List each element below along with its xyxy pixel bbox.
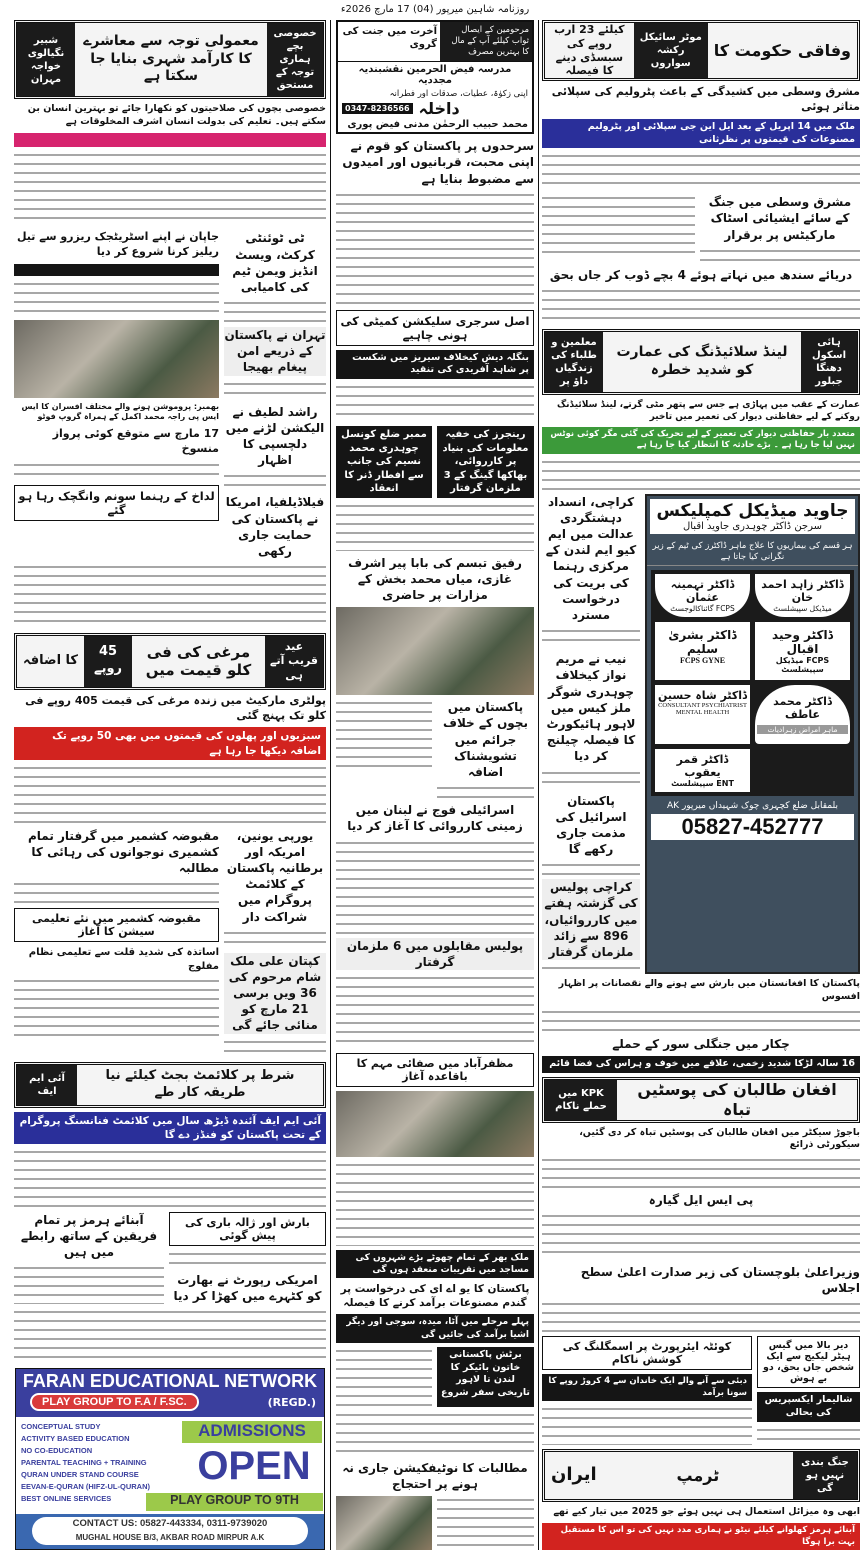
body-text xyxy=(336,839,534,934)
banner-side: ہائی اسکول دھنگا جبلور xyxy=(801,332,857,392)
headline-tehran: تہران نے پاکستان کے ذریعے امن پیغام بھیجا xyxy=(224,328,326,375)
headline-box-surgery: اصل سرجری سلیکشن کمیٹی کی ہونی چاہیے xyxy=(336,310,534,346)
doctor-name: ڈاکٹر شاہ حسین xyxy=(658,688,747,702)
headline-lebanon: اسرائیلی فوج نے لبنان میں زمینی کارروائی کا آغاز کر دیا xyxy=(347,803,523,834)
ad-regd: (REGD.) xyxy=(267,1396,316,1409)
doctor-card xyxy=(755,622,850,680)
body-text xyxy=(14,151,326,227)
ad-patron: سرجن ڈاکٹر چوہدری جاوید اقبال xyxy=(682,520,823,532)
ad-appeal: اپنی زکوٰۃ، عطیات، صدقات اور فطرانہ xyxy=(389,89,528,100)
iran-banner xyxy=(542,1449,860,1502)
body-text xyxy=(437,784,534,798)
highlight-bar: آبنائے ہرمز کھلوانے کیلئے نیٹو نے ہماری مدد نہیں کی تو اس کا مستقبل بہت برا ہوگا xyxy=(542,1523,860,1550)
headline-box-ladakh: لداخ کے رہنما سونم وانگچک رہا ہو گئے xyxy=(14,485,219,521)
body-text xyxy=(14,764,326,824)
headline-eu: یورپی یونین، امریکہ اور برطانیہ پاکستان کے کلائمٹ پروگرام میں شراکت دار xyxy=(226,828,324,924)
body-text xyxy=(14,461,219,481)
headline-biker: برٹش پاکستانی خاتون بائیکر کا لندن تا لاہور تاریخی سفر شروع xyxy=(437,1347,534,1407)
doctor-specialty: FCPS گائناکالوجسٹ xyxy=(670,603,735,613)
ad-sub: مرحومین کے ایصال ثواب کیلئے آپ کے مال کا بہترین مصرف xyxy=(440,22,532,61)
banner-side: آئی ایم ایف xyxy=(17,1065,77,1105)
headline-us-report: امریکی رپورٹ نے بھارت کو کٹہرے میں کھڑا کر دیا xyxy=(173,1272,322,1303)
highlight-bar: 16 سالہ لڑکا شدید زخمی، علاقے میں خوف و ہراس کی فضا قائم xyxy=(542,1056,860,1073)
highlight-bar: دبئی سے آنے والے ایک خاندان سے 4 کروڑ روپے کا سونا برآمد xyxy=(542,1374,752,1401)
highlight-bar: آئی ایم ایف آئندہ ڈیڑھ سال میں کلائمٹ فنانسنگ پروگرام کے تحت پاکستان کو فنڈز دے گا xyxy=(14,1112,326,1144)
banner-side: معلمین و طلباء کی زندگیاں داؤ پر xyxy=(545,332,603,392)
cleanup-photo xyxy=(336,1091,534,1157)
feature-item: NO CO-EDUCATION xyxy=(21,1446,93,1455)
headline-kashmir: مقبوضہ کشمیر میں گرفتار تمام کشمیری نوجوانوں کی رہائی کا مطالبہ xyxy=(27,828,219,875)
doctor-grid xyxy=(651,570,854,796)
madrassa-name: مدرسہ فیض الحرمین نقشبندیہ مجددیہ xyxy=(358,64,512,87)
madrassa-ad xyxy=(336,20,534,134)
left-kashmir-row xyxy=(14,828,326,1058)
news-bar xyxy=(14,264,219,276)
banner-headline: وفاقی حکومت کا xyxy=(713,40,851,60)
headline-uae: پاکستان کا یو اے ای کی درخواست پر گندم مصنوعات برآمد کرنے کا فیصلہ xyxy=(340,1283,530,1310)
column-divider xyxy=(538,20,539,1550)
body-text xyxy=(336,502,534,551)
body-text xyxy=(14,1308,326,1364)
center-protest-row xyxy=(336,1496,534,1550)
banner-box: موٹر سائیکل رکشہ سواروں xyxy=(634,23,708,78)
headline-nab: نیب نے مریم نواز کیخلاف چوہدری شوگر ملز کیس میں لاہور ہائیکورٹ کا فیصلہ چیلنج کر دیا xyxy=(546,652,636,764)
ad-title: FARAN EDUCATIONAL NETWORK xyxy=(22,1371,318,1391)
right-ad-row xyxy=(542,494,860,975)
body-text xyxy=(437,1496,534,1550)
body-text xyxy=(542,1212,860,1260)
left-column xyxy=(14,20,326,1550)
special-children-banner xyxy=(14,20,326,99)
body-text xyxy=(224,299,326,323)
body-text xyxy=(224,1038,326,1058)
feature-item: EEVAN-E-QURAN (HIFZ-UL-QURAN) xyxy=(21,1482,151,1491)
highlight-bar: ملک میں 14 اپریل کے بعد ایل این جی سپلائی اور پٹرولیم مصنوعات کی قیمتوں پر نظرثانی xyxy=(542,119,860,149)
ad-tagline: آخرت میں جنت کی گروی xyxy=(342,26,437,50)
headline-flights: 17 مارچ سے متوقع کوئی پرواز منسوخ xyxy=(52,426,219,455)
banner-amount: کیلئے 23 ارب روپے کی سبسڈی دینے کا فیصلہ xyxy=(554,23,625,78)
center-children-row xyxy=(336,699,534,798)
doctor-name: ڈاکٹر محمد عاطف xyxy=(773,694,832,721)
subheadline: ابھی وہ میزائل استعمال ہی نہیں ہوئے جو 2025 میں تیار کیے تھے xyxy=(553,1506,860,1518)
column-divider xyxy=(330,20,331,1550)
subheadline: اساتذہ کی شدید قلت سے تعلیمی نظام مفلوج xyxy=(28,947,219,972)
masthead-date: روزنامہ شاہین میرپور (04) 17 مارچ 2026ء xyxy=(340,4,530,15)
ad-header xyxy=(16,1369,324,1417)
body-text xyxy=(542,1405,752,1445)
right-column xyxy=(542,20,860,1550)
doctor-name: ڈاکٹر قمر یعقوب xyxy=(676,752,729,779)
doctor-specialty: FCPS GYNE xyxy=(679,655,726,665)
headline-pak-afghan: پاکستان کا افغانستان میں بارش سے ہونے والے نقصانات پر اظہار افسوس xyxy=(558,978,860,1003)
ad-header xyxy=(650,499,855,534)
ad-phone: 0347-8236566 xyxy=(342,103,413,114)
right-stocks-row xyxy=(542,194,860,263)
faran-education-ad xyxy=(15,1368,325,1550)
body-text xyxy=(336,699,432,769)
subsidy-banner xyxy=(542,20,860,81)
headline-shalimar: شالیمار ایکسپریس کی بحالی xyxy=(757,1392,860,1422)
body-text xyxy=(336,1411,534,1456)
feature-item: BEST ONLINE SERVICES xyxy=(21,1494,112,1503)
body-text xyxy=(14,880,219,904)
body-text xyxy=(224,472,326,490)
doctor-name: ڈاکٹر زاہد احمد خان xyxy=(761,577,844,604)
headline-balochistan: وزیراعلیٰ بلوچستان کی زیر صدارت اعلیٰ سطح اجلاس xyxy=(580,1265,860,1296)
banner-side: عید قریب آتے ہی xyxy=(265,636,323,687)
headline-t20: ٹی ٹوئنٹی کرکٹ، ویسٹ انڈیز ویمن ٹیم کی کامیابی xyxy=(232,231,318,294)
body-text xyxy=(224,929,326,949)
left-bottom-row xyxy=(14,1212,326,1305)
body-text xyxy=(542,861,640,875)
protest-photo xyxy=(336,1496,432,1550)
headline-shrine: رفیق تبسم کی بابا پیر اشرف غازی، میاں محمد بخش کے مزارات پر حاضری xyxy=(348,555,522,603)
doctor-specialty: FCPS میڈیکل سپیشلسٹ xyxy=(775,655,830,674)
ad-admission: داخلہ xyxy=(418,99,460,119)
headline-philadelphia: فیلاڈیلفیا، امریکا نے پاکستان کی حمایت جاری رکھی xyxy=(225,495,325,558)
ad-address: بلمقابل ضلع کچہری چوک شہیداں میرپور AK xyxy=(667,800,838,811)
banner-headline: مرغی کی فی کلو قیمت میں xyxy=(145,642,252,680)
left-news-row xyxy=(14,230,326,559)
body-text xyxy=(542,627,640,647)
body-text xyxy=(336,974,534,1049)
body-text xyxy=(542,458,860,490)
headline-karachi-court: کراچی، انسداد دہشتگردی عدالت میں ایم کیو ایم لندن کے مرکزی رہنما کی بریت کی درخواست مسترد xyxy=(545,494,637,623)
headline-boar: چکار میں جنگلی سور کے حملے xyxy=(612,1036,790,1051)
ad-admissions: ADMISSIONS xyxy=(182,1421,322,1443)
doctor-specialty: میڈیکل سپیشلسٹ xyxy=(773,603,832,613)
subheadline: باجوڑ سیکٹر میں افغان طالبان کی پوسٹیں تباہ کر دی گئیں، سیکورٹی ذرائع xyxy=(579,1126,860,1151)
ad-title: جاوید میڈیکل کمپلیکس xyxy=(656,500,849,521)
doctor-specialty: CONSULTANT PSYCHIATRIST MENTAL HEALTH xyxy=(658,701,747,716)
body-text xyxy=(336,1347,432,1407)
headline-iftar: ممبر ضلع کونسل چوہدری محمد نسیم کی جانب سے افطار ڈنر کا انعقاد xyxy=(336,426,432,498)
feature-item: PARENTAL TEACHING + TRAINING xyxy=(21,1458,147,1467)
landslide-banner xyxy=(542,329,860,395)
doctor-card xyxy=(655,574,750,617)
highlight-bar: متعدد بار حفاظتی دیوار کی تعمیر کے لیے تحریک کی گئی مگر کوئی نوٹس نہیں لیا جا رہا ہے ۔ بڑے حادثہ کا انتظار کیا جا رہا ہے xyxy=(542,427,860,454)
doctor-card xyxy=(755,574,850,617)
body-text xyxy=(757,1426,860,1440)
body-text xyxy=(14,977,219,1037)
doctor-card xyxy=(655,749,750,792)
banner-end: ایران xyxy=(551,1464,597,1486)
headline-border: سرحدوں پر پاکستان کو قوم نے اپنی محبت، قربانیوں اور امیدوں سے مضبوط بنایا ہے xyxy=(342,139,534,186)
right-quetta-row xyxy=(542,1336,860,1445)
subheadline: پولٹری مارکیٹ میں زندہ مرغی کی قیمت 405 روپے فی کلو تک پہنچ گئی xyxy=(25,693,326,722)
highlight-bar: سبزیوں اور پھلوں کی قیمتوں میں بھی 50 روپے تک اضافہ دیکھا جا رہا ہے xyxy=(14,727,326,759)
center-column xyxy=(336,20,534,1550)
headline-notification: مطالبات کا نوٹیفکیشن جاری نہ ہونے پر احتجاج xyxy=(342,1460,528,1491)
body-text xyxy=(542,769,640,789)
body-text xyxy=(542,1156,860,1188)
doctor-card xyxy=(655,622,750,680)
afghan-banner xyxy=(542,1077,860,1123)
banner-side: جنگ بندی نہیں ہو گی xyxy=(793,1452,857,1499)
banner-side: KPK میں حملے ناکام xyxy=(545,1080,617,1120)
ad-open: OPEN xyxy=(197,1444,311,1488)
ad-address: MUGHAL HOUSE B/3, AKBAR ROAD MIRPUR A.K xyxy=(75,1533,265,1542)
body-text xyxy=(542,1300,860,1332)
ad-footer: محمد حبیب الرحمٰن مدنی فیض پوری xyxy=(347,119,528,131)
banner-headline: شرط پر کلائمٹ بجٹ کیلئے نیا طریقہ کار طے xyxy=(105,1068,295,1100)
ad-grades: PLAY GROUP TO 9TH xyxy=(146,1493,323,1511)
headline-river: دریائے سندھ میں نہاتے ہوئے 4 بچے ڈوب کر جاں بحق xyxy=(549,267,853,282)
body-text xyxy=(224,380,326,400)
price-increase-amount: 45 روپے xyxy=(84,636,132,687)
body-text xyxy=(14,1148,326,1208)
ad-pill: PLAY GROUP TO F.A / F.SC. xyxy=(30,1393,199,1411)
headline-rangers: رینجرز کی خفیہ معلومات کی بنیاد پر کارروائی، بھاکھا گینگ کے 3 ملزمان گرفتار xyxy=(437,426,534,498)
shrine-photo xyxy=(336,607,534,695)
doctor-name: ڈاکٹر وحید اقبال xyxy=(772,627,833,656)
ad-tagline: ہر قسم کی بیماریوں کا علاج ماہر ڈاکٹرز کی ٹیم کے زیر نگرانی کیا جاتا ہے xyxy=(647,537,858,566)
ad-contact-band xyxy=(16,1514,324,1549)
banner-headline: ٹرمپ xyxy=(676,1465,720,1485)
feature-item: CONCEPTUAL STUDY xyxy=(21,1422,101,1431)
banner-side: خصوصی بچے ہماری توجہ کے مستحق xyxy=(267,23,323,96)
imf-banner xyxy=(14,1062,326,1108)
center-biker-row xyxy=(336,1347,534,1407)
doctor-specialty: ماہر امراض زہرادیات xyxy=(757,725,848,734)
body-text xyxy=(542,287,860,325)
headline-box-rain: بارش اور ژالہ باری کی پیش گوئی xyxy=(169,1212,326,1246)
banner-end: کا اضافہ xyxy=(23,653,78,669)
body-text xyxy=(336,191,534,306)
body-text xyxy=(542,1008,860,1032)
doctor-card xyxy=(755,685,850,744)
banner-headline: معمولی توجہ سے معاشرے کا کارآمد شہری بنایا جا سکتا ہے xyxy=(83,33,259,85)
highlight-bar: پہلے مرحلے میں آٹا، میدہ، سوجی اور دیگر اشیا برآمد کی جائیں گی xyxy=(336,1314,534,1342)
headline-box-gas: دیر بالا میں گیس ہیٹر لیکیج سے ایک شخص جاں بحق، دو بے ہوش xyxy=(757,1336,860,1388)
subheadline: عمارت کے عقب میں پہاڑی ہے جس سے پتھر مٹی گرتے، لینڈ سلائیڈنگ روکنے کے لیے حفاظتی دیوار کی تعمیر میں تاخیر xyxy=(556,399,860,422)
headline-psl: پی ایس ایل گیارہ xyxy=(648,1193,754,1208)
group-photo xyxy=(14,320,219,398)
headline-israel: پاکستان اسرائیل کی مذمت جاری رکھے گا xyxy=(555,793,627,857)
body-text xyxy=(542,194,695,254)
highlight-bar xyxy=(14,133,326,147)
ad-contact: CONTACT US: 05827-443334, 0311-9739020 xyxy=(72,1518,268,1529)
highlight-bar: بنگلہ دیش کیخلاف سیریز میں شکست پر شاہد آفریدی کی تنقید xyxy=(336,350,534,380)
doctor-name: ڈاکٹر بشریٰ سلیم xyxy=(668,627,737,656)
body-text xyxy=(336,383,534,422)
doctor-specialty: ENT سپیشلسٹ xyxy=(671,778,734,788)
center-iftar-row xyxy=(336,426,534,498)
headline-box-session: مقبوضہ کشمیر میں نئے تعلیمی سیشن کا آغاز xyxy=(14,908,219,942)
body-text xyxy=(542,964,640,974)
body-text xyxy=(14,1264,164,1304)
headline-children: پاکستان میں بچوں کے خلاف جرائم میں تشویشناک اضافہ xyxy=(443,700,528,779)
headline-japan: جاپان نے اپنے اسٹریٹجک ریزرو سے تیل ریلیز کرنا شروع کر دیا xyxy=(16,230,219,259)
javed-medical-ad xyxy=(645,494,860,975)
body-text xyxy=(336,1161,534,1246)
headline-box-muzaffarabad: مظفرآباد میں صفائی مہم کا باقاعدہ آغاز xyxy=(336,1053,534,1087)
feature-item: ACTIVITY BASED EDUCATION xyxy=(21,1434,130,1443)
banner-headline: لینڈ سلائیڈنگ کی عمارت کو شدید خطرہ xyxy=(616,344,788,378)
banner-byline: شبیر نگیالوی خواجہ مہران xyxy=(17,23,75,96)
body-text xyxy=(700,247,860,263)
headline-box-quetta: کوئٹہ ایئرپورٹ پر اسمگلنگ کی کوشش ناکام xyxy=(542,1336,752,1370)
feature-item: QURAN UNDER STAND COURSE xyxy=(21,1470,139,1479)
headline-police: پولیس مقابلوں میں 6 ملزمان گرفتار xyxy=(336,938,534,970)
subheadline: خصوصی بچوں کی صلاحیتوں کو نکھارا جائے تو بہترین انسان بن سکتے ہیں۔ تعلیم کی بدولت انسان اشرف المخلوقات ہے xyxy=(27,103,326,127)
headline-hormuz: آبنائے ہرمز پر تمام فریقین کے ساتھ رابطے میں ہیں xyxy=(20,1212,158,1260)
doctor-card xyxy=(655,685,750,744)
body-text xyxy=(14,280,219,316)
body-text xyxy=(14,563,326,629)
photo-caption: بھمبر: پروموشن ہونے والے مختلف افسران کا ایس ایس پی راجہ محمد اکمل کے ہمراہ گروپ فوٹو xyxy=(21,402,219,422)
ad-phone: 05827-452777 xyxy=(651,814,854,840)
banner-headline: افغان طالبان کی پوسٹیں تباہ xyxy=(637,1079,837,1119)
headline-stocks: مشرق وسطی میں جنگ کے سائے ایشیائی اسٹاک مارکیٹس پر برقرار xyxy=(708,195,852,242)
headline-captain: کپتان علی ملک شام مرحوم کی 36 ویں برسی 21 مارچ کو منائی جائے گی xyxy=(224,953,326,1034)
body-text xyxy=(169,1250,326,1268)
headline-karachi-police: کراچی پولیس کی گزشتہ ہفتے میں کارروائیاں، 896 سے زائد ملزمان گرفتار xyxy=(542,879,640,960)
headline-rashid-latif: راشد لطیف نے الیکشن لڑنے میں دلچسپی کا اظہار xyxy=(225,404,325,468)
chicken-price-banner xyxy=(14,633,326,690)
subheadline: مشرق وسطی میں کشیدگی کے باعث پٹرولیم کی سپلائی متاثر ہوئی xyxy=(551,85,860,113)
body-text xyxy=(542,152,860,190)
doctor-name: ڈاکٹر تہمینہ عثمان xyxy=(670,577,735,604)
highlight-bar: ملک بھر کے تمام چھوٹے بڑے شہروں کی مساجد میں تقریبات منعقد ہوں گی xyxy=(336,1250,534,1278)
